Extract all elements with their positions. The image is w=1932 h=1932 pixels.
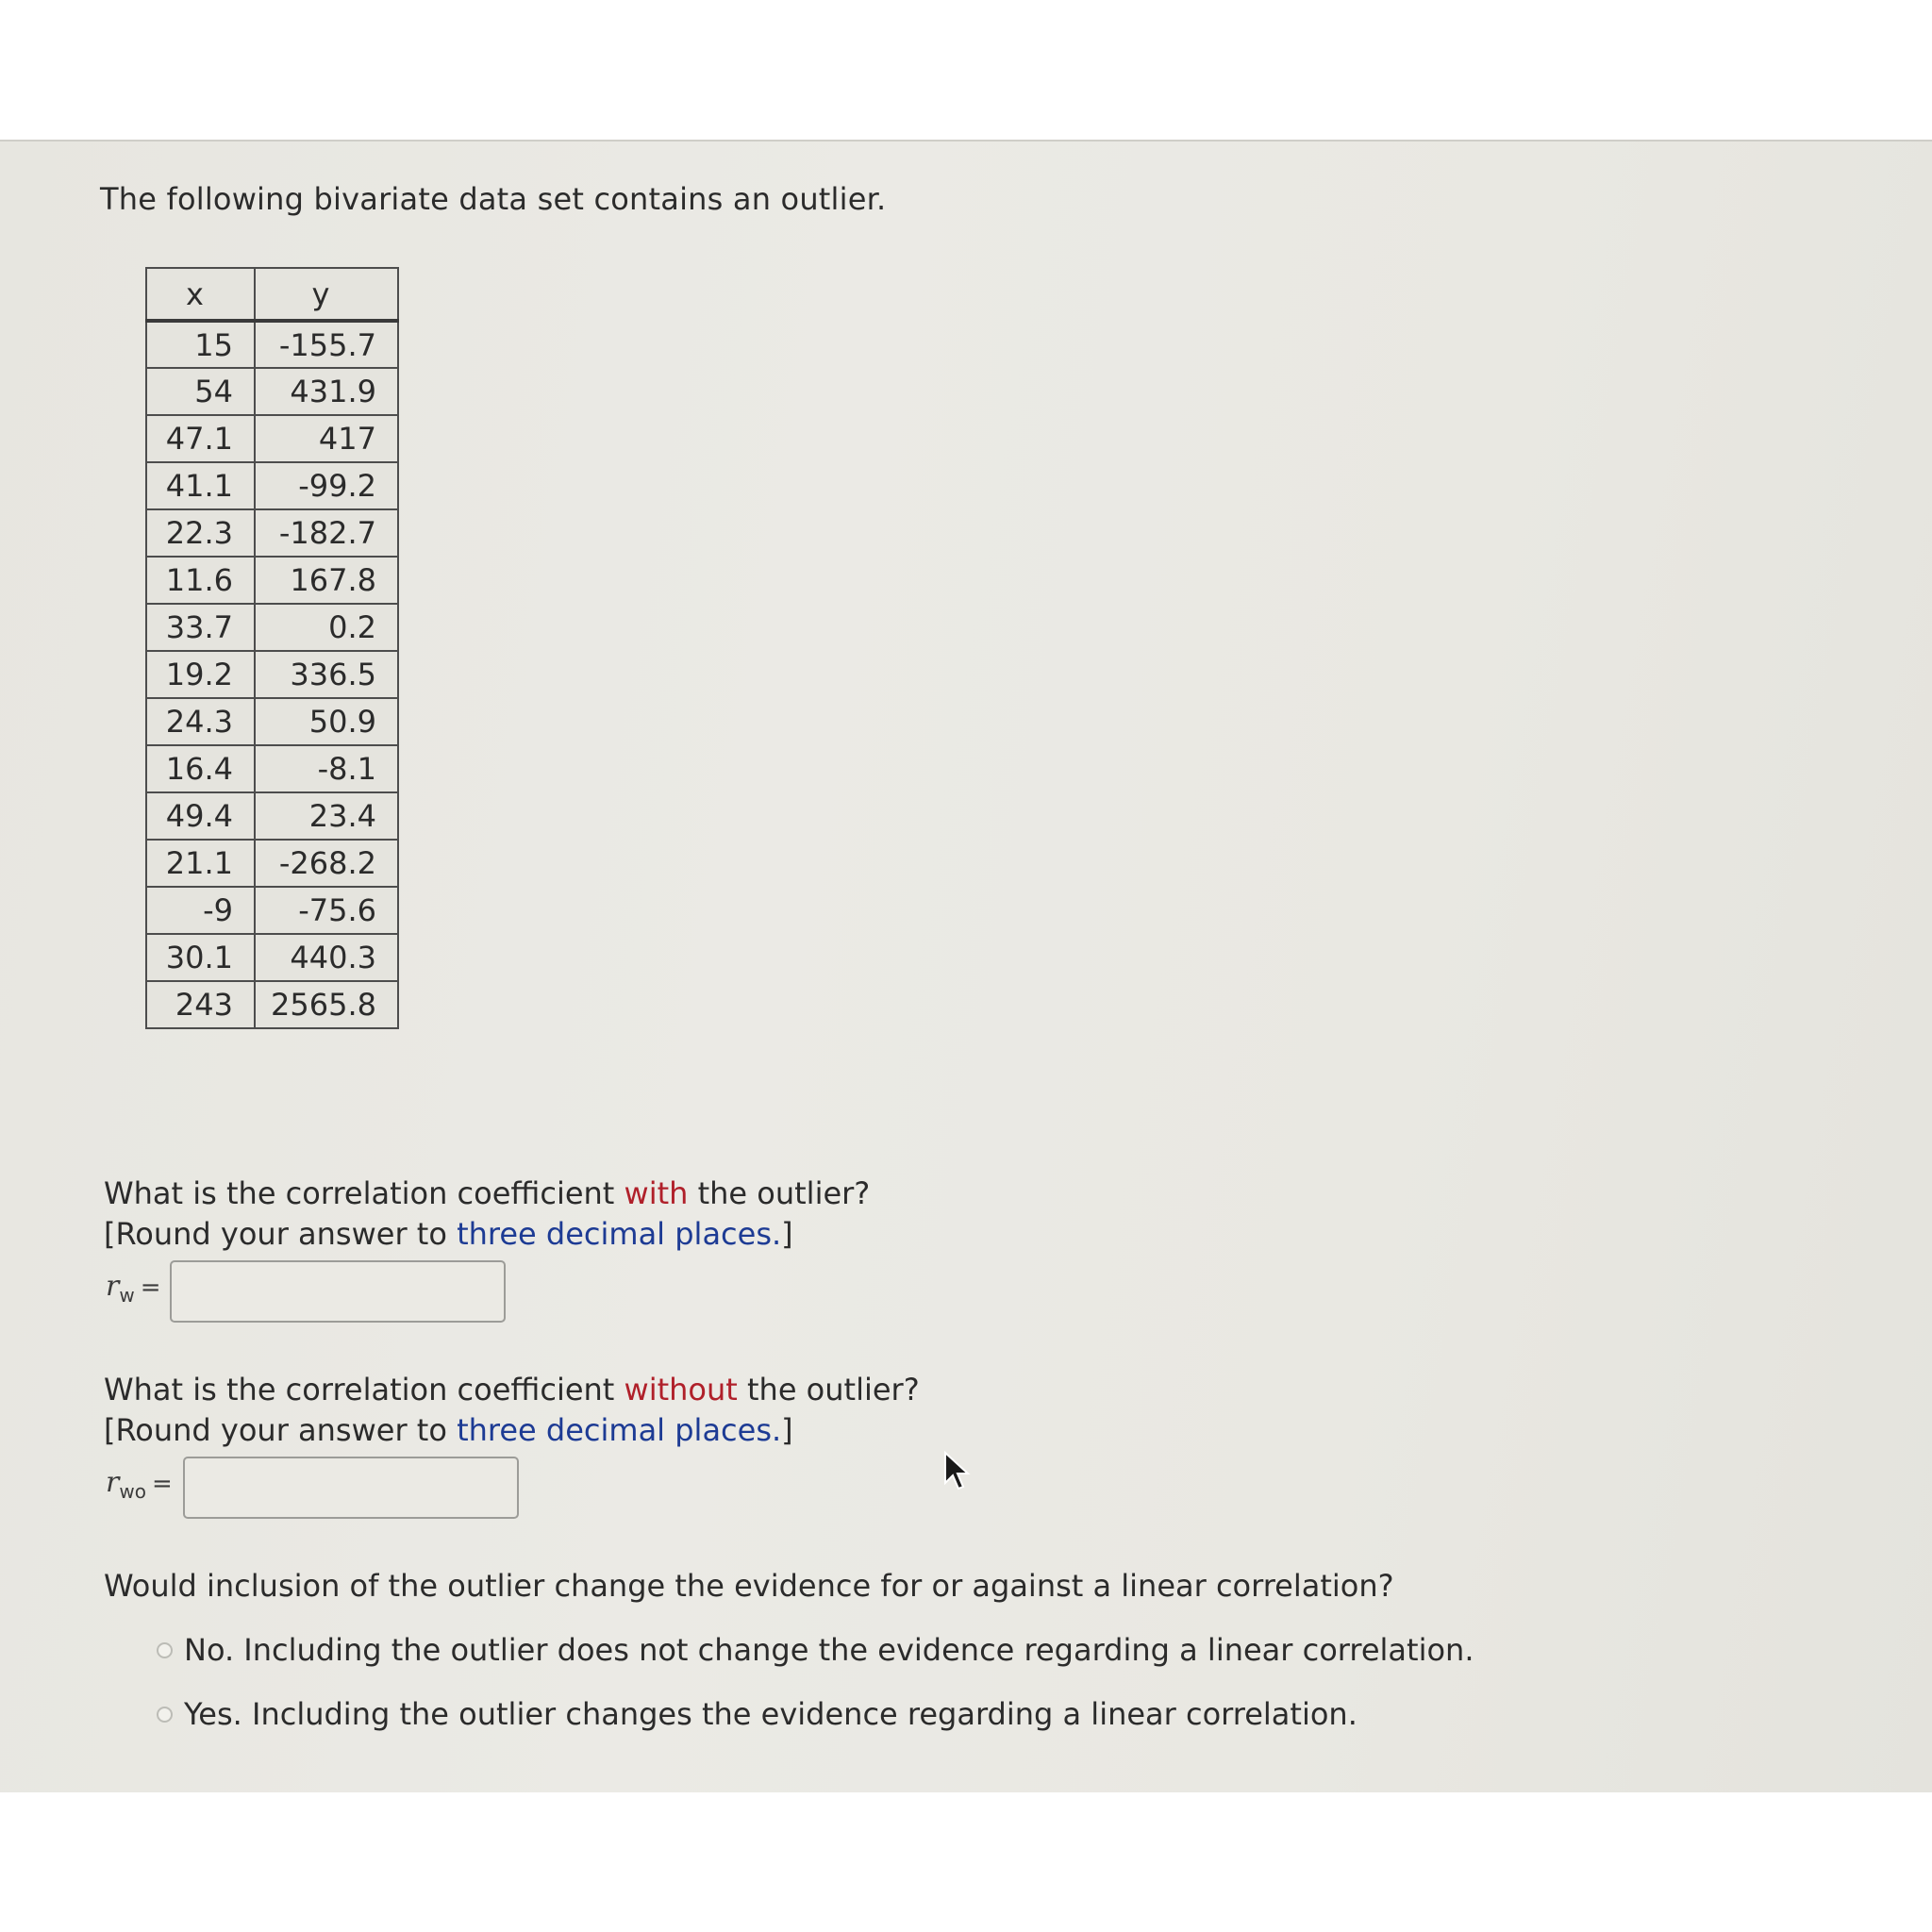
table-row bbox=[146, 934, 398, 981]
three-decimal-highlight: three decimal places. bbox=[457, 1216, 782, 1252]
cell-x: 30.1 bbox=[146, 934, 255, 981]
table-row bbox=[146, 415, 398, 462]
cell-y: 167.8 bbox=[255, 557, 398, 604]
cell-y: 2565.8 bbox=[255, 981, 398, 1028]
header-y: y bbox=[255, 268, 398, 321]
cell-x: 22.3 bbox=[146, 509, 255, 557]
table-row bbox=[146, 462, 398, 509]
table-row bbox=[146, 604, 398, 651]
radio-no[interactable] bbox=[157, 1642, 173, 1658]
cell-x: -9 bbox=[146, 887, 255, 934]
cell-y: -268.2 bbox=[255, 840, 398, 887]
cell-x: 15 bbox=[146, 321, 255, 368]
question-with-outlier-text: What is the correlation coefficient with the outlier? bbox=[104, 1175, 871, 1211]
three-decimal-highlight: three decimal places. bbox=[457, 1412, 782, 1448]
mouse-pointer-icon bbox=[943, 1451, 972, 1492]
cell-y: 417 bbox=[255, 415, 398, 462]
option-yes-label: Yes. Including the outlier changes the evidence regarding a linear correlation. bbox=[184, 1696, 1357, 1732]
cell-x: 16.4 bbox=[146, 745, 255, 792]
cell-y: -75.6 bbox=[255, 887, 398, 934]
question-with-outlier bbox=[104, 1174, 870, 1255]
round-instruction: [Round your answer to three decimal places.] bbox=[104, 1412, 793, 1448]
cell-x: 243 bbox=[146, 981, 255, 1028]
option-yes[interactable] bbox=[157, 1696, 1357, 1732]
cell-x: 24.3 bbox=[146, 698, 255, 745]
data-table bbox=[145, 267, 399, 1029]
cell-x: 21.1 bbox=[146, 840, 255, 887]
cell-x: 11.6 bbox=[146, 557, 255, 604]
cell-y: 440.3 bbox=[255, 934, 398, 981]
question-panel bbox=[0, 140, 1932, 1792]
table-header-row bbox=[146, 268, 398, 321]
r-with-outlier-input[interactable] bbox=[170, 1260, 506, 1323]
question-without-outlier-text: What is the correlation coefficient without the outlier? bbox=[104, 1372, 920, 1407]
cell-y: 0.2 bbox=[255, 604, 398, 651]
r-without-outlier-input[interactable] bbox=[183, 1457, 519, 1519]
cell-y: -182.7 bbox=[255, 509, 398, 557]
cell-y: 50.9 bbox=[255, 698, 398, 745]
cell-y: 431.9 bbox=[255, 368, 398, 415]
cell-x: 54 bbox=[146, 368, 255, 415]
table-row bbox=[146, 887, 398, 934]
cell-x: 33.7 bbox=[146, 604, 255, 651]
r-w-label: $r_w$ = bbox=[106, 1270, 161, 1307]
table-row bbox=[146, 651, 398, 698]
table-row bbox=[146, 321, 398, 368]
table-row bbox=[146, 840, 398, 887]
cell-x: 49.4 bbox=[146, 792, 255, 840]
cell-x: 19.2 bbox=[146, 651, 255, 698]
cell-y: 336.5 bbox=[255, 651, 398, 698]
with-highlight: with bbox=[624, 1175, 689, 1211]
cell-x: 41.1 bbox=[146, 462, 255, 509]
radio-yes[interactable] bbox=[157, 1707, 173, 1723]
table-row bbox=[146, 509, 398, 557]
intro-text: The following bivariate data set contains an outlier. bbox=[100, 181, 887, 217]
r-wo-label: $r_{wo}$ = bbox=[106, 1466, 173, 1503]
round-instruction: [Round your answer to three decimal places.] bbox=[104, 1216, 793, 1252]
option-no-label: No. Including the outlier does not change the evidence regarding a linear correlation. bbox=[184, 1632, 1474, 1668]
question-outlier-effect: Would inclusion of the outlier change the evidence for or against a linear correlation? bbox=[104, 1568, 1394, 1604]
table-row bbox=[146, 368, 398, 415]
cell-y: -155.7 bbox=[255, 321, 398, 368]
cell-y: 23.4 bbox=[255, 792, 398, 840]
header-x: x bbox=[146, 268, 255, 321]
table-row bbox=[146, 981, 398, 1028]
table-row bbox=[146, 792, 398, 840]
without-highlight: without bbox=[624, 1372, 738, 1407]
table-row bbox=[146, 698, 398, 745]
question-without-outlier bbox=[104, 1370, 920, 1451]
cell-y: -99.2 bbox=[255, 462, 398, 509]
table-row bbox=[146, 745, 398, 792]
cell-x: 47.1 bbox=[146, 415, 255, 462]
option-no[interactable] bbox=[157, 1632, 1474, 1668]
cell-y: -8.1 bbox=[255, 745, 398, 792]
table-row bbox=[146, 557, 398, 604]
